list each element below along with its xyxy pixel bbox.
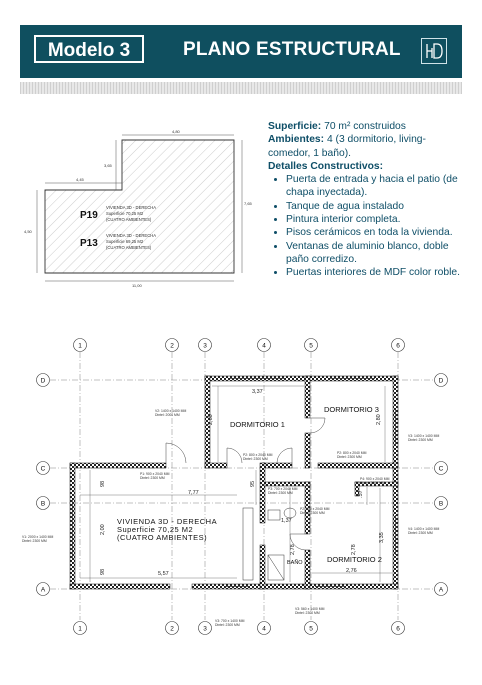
svg-text:4: 4 — [262, 342, 266, 350]
svg-text:A: A — [438, 586, 444, 594]
svg-text:D: D — [438, 377, 444, 385]
constructive-heading: Detalles Constructivos: — [268, 160, 384, 172]
list-item: • Tanque de agua instalado — [286, 200, 460, 213]
specifications — [268, 120, 460, 280]
svg-text:C: C — [438, 465, 444, 473]
living-line3: (CUATRO AMBIENTES) — [117, 533, 208, 542]
svg-text:P2: 800 x 2040 MM: P2: 800 x 2040 MM — [337, 451, 367, 455]
svg-text:.57: .57 — [358, 490, 364, 498]
p13-line2: Superficie 69,25 M2 — [106, 239, 144, 244]
header-divider — [20, 82, 462, 94]
svg-text:95: 95 — [250, 480, 256, 487]
svg-text:D: D — [40, 377, 46, 385]
room-dorm2: DORMITORIO 2 — [327, 555, 382, 564]
room-dorm1: DORMITORIO 1 — [230, 420, 285, 429]
p13-line3: (CUATRO AMBIENTES) — [106, 245, 152, 250]
brand-logo-icon — [422, 39, 446, 63]
svg-text:Dintel: 2300 MM: Dintel: 2300 MM — [408, 531, 433, 535]
svg-text:6: 6 — [396, 625, 400, 633]
dim-left-upper: 4,45 — [76, 177, 84, 182]
list-item: • Puerta de entrada y hacia el patio (de chapa inyectada). — [286, 173, 460, 200]
svg-text:7,77: 7,77 — [188, 490, 199, 496]
dim-top: 4,80 — [172, 129, 180, 134]
svg-text:2,76: 2,76 — [346, 568, 357, 574]
svg-text:Dintel: 2300 MM: Dintel: 2300 MM — [337, 455, 362, 459]
lot-code-p19: P19 — [80, 210, 98, 221]
svg-text:Dintel: 2300 MM: Dintel: 2300 MM — [140, 476, 165, 480]
dim-notch: 3,65 — [104, 163, 112, 168]
svg-text:Dintel: 2300 MM: Dintel: 2300 MM — [215, 623, 240, 627]
living-line2: Superficie 70,25 M2 — [117, 525, 194, 534]
svg-text:P3: 700 x 2040 MM: P3: 700 x 2040 MM — [268, 487, 298, 491]
room-dorm3: DORMITORIO 3 — [324, 405, 379, 414]
lot-code-p13: P13 — [80, 238, 98, 249]
opening-notes — [22, 409, 439, 627]
svg-text:5,57: 5,57 — [158, 571, 169, 577]
p19-line1: VIVIENDA 3D - DERECHA — [106, 205, 157, 210]
list-item: • Ventanas de aluminio blanco, doble paño corredizo. — [286, 240, 460, 267]
svg-text:5: 5 — [309, 342, 313, 350]
list-item: • Pintura interior completa. — [286, 213, 460, 226]
svg-text:Dintel: 2300 MM: Dintel: 2300 MM — [22, 539, 47, 543]
svg-text:P2: 800 x 2040 MM: P2: 800 x 2040 MM — [243, 453, 273, 457]
svg-text:B: B — [40, 500, 46, 508]
svg-text:98: 98 — [100, 568, 106, 575]
model-badge: Modelo 3 — [34, 35, 144, 63]
svg-text:98: 98 — [100, 480, 106, 487]
room-bath: BAÑO — [287, 560, 303, 566]
svg-text:2: 2 — [170, 342, 174, 350]
svg-text:4: 4 — [262, 625, 266, 633]
svg-text:Dintel: 2300 MM: Dintel: 2300 MM — [300, 511, 325, 515]
page-title: PLANO ESTRUCTURAL — [183, 39, 401, 60]
svg-text:1: 1 — [78, 342, 82, 350]
header-banner — [20, 25, 462, 78]
svg-text:V2: 1400 x 1400 MM: V2: 1400 x 1400 MM — [155, 409, 187, 413]
svg-text:3: 3 — [203, 625, 207, 633]
svg-text:3: 3 — [203, 342, 207, 350]
p19-line3: (CUATRO AMBIENTES) — [106, 217, 152, 222]
svg-text:3,35: 3,35 — [379, 532, 385, 543]
svg-text:P1: 900 x 2040 MM: P1: 900 x 2040 MM — [140, 472, 170, 476]
svg-text:6: 6 — [396, 342, 400, 350]
svg-text:C: C — [40, 465, 46, 473]
svg-text:Dintel: 2000 MM: Dintel: 2000 MM — [155, 413, 180, 417]
svg-text:2,00: 2,00 — [100, 524, 106, 535]
list-item: • Puertas interiores de MDF color roble. — [286, 266, 460, 279]
svg-text:V1: 2000 x 1400 MM: V1: 2000 x 1400 MM — [22, 535, 54, 539]
svg-text:2,78: 2,78 — [351, 544, 357, 555]
svg-text:1: 1 — [78, 625, 82, 633]
svg-text:V3: 560 x 1400 MM: V3: 560 x 1400 MM — [295, 607, 325, 611]
svg-text:V3: 700 x 1400 MM: V3: 700 x 1400 MM — [215, 619, 245, 623]
living-line1: VIVIENDA 3D - DERECHA — [117, 517, 218, 526]
svg-text:5: 5 — [309, 625, 313, 633]
svg-text:V3: 1400 x 1400 MM: V3: 1400 x 1400 MM — [408, 434, 440, 438]
dim-left-lower: 4,50 — [24, 229, 32, 234]
dim-bottom: 11,00 — [132, 283, 142, 288]
svg-text:Dintel: 2300 MM: Dintel: 2300 MM — [295, 611, 320, 615]
svg-text:Dintel: 2300 MM: Dintel: 2300 MM — [360, 481, 385, 485]
svg-text:2,80: 2,80 — [376, 414, 382, 425]
svg-text:B: B — [438, 500, 444, 508]
svg-text:A: A — [40, 586, 46, 594]
site-plan — [22, 125, 258, 295]
dimension-lines — [80, 386, 392, 582]
constructive-list — [268, 173, 460, 279]
svg-text:Dintel: 2300 MM: Dintel: 2300 MM — [243, 457, 268, 461]
p13-line1: VIVIENDA 3D - DERECHA — [106, 233, 157, 238]
p19-line2: Superficie 70,25 M2 — [106, 211, 144, 216]
svg-text:3,37: 3,37 — [252, 389, 263, 395]
svg-text:1,37: 1,37 — [281, 518, 292, 524]
brand-logo — [421, 38, 447, 64]
rooms-line: Ambientes: 4 (3 dormitorio, living-comedor, 1 baño). — [268, 134, 426, 159]
axis-bubbles — [37, 339, 448, 635]
list-item: • Pisos cerámicos en toda la vivienda. — [286, 226, 460, 239]
svg-text:2,80: 2,80 — [208, 414, 214, 425]
floor-plan — [0, 330, 482, 650]
svg-text:Dintel: 2300 MM: Dintel: 2300 MM — [268, 491, 293, 495]
svg-text:Dintel: 2300 MM: Dintel: 2300 MM — [408, 438, 433, 442]
dim-right: 7,65 — [244, 201, 252, 206]
svg-text:P4: 900 x 2040 MM: P4: 900 x 2040 MM — [360, 477, 390, 481]
svg-text:V4: 1400 x 1400 MM: V4: 1400 x 1400 MM — [408, 527, 440, 531]
svg-text:2,78: 2,78 — [290, 544, 296, 555]
svg-text:2: 2 — [170, 625, 174, 633]
svg-text:P2: 800 x 2040 MM: P2: 800 x 2040 MM — [300, 507, 330, 511]
surface-line: Superficie: 70 m² construidos — [268, 121, 406, 132]
dimension-values — [100, 389, 385, 577]
